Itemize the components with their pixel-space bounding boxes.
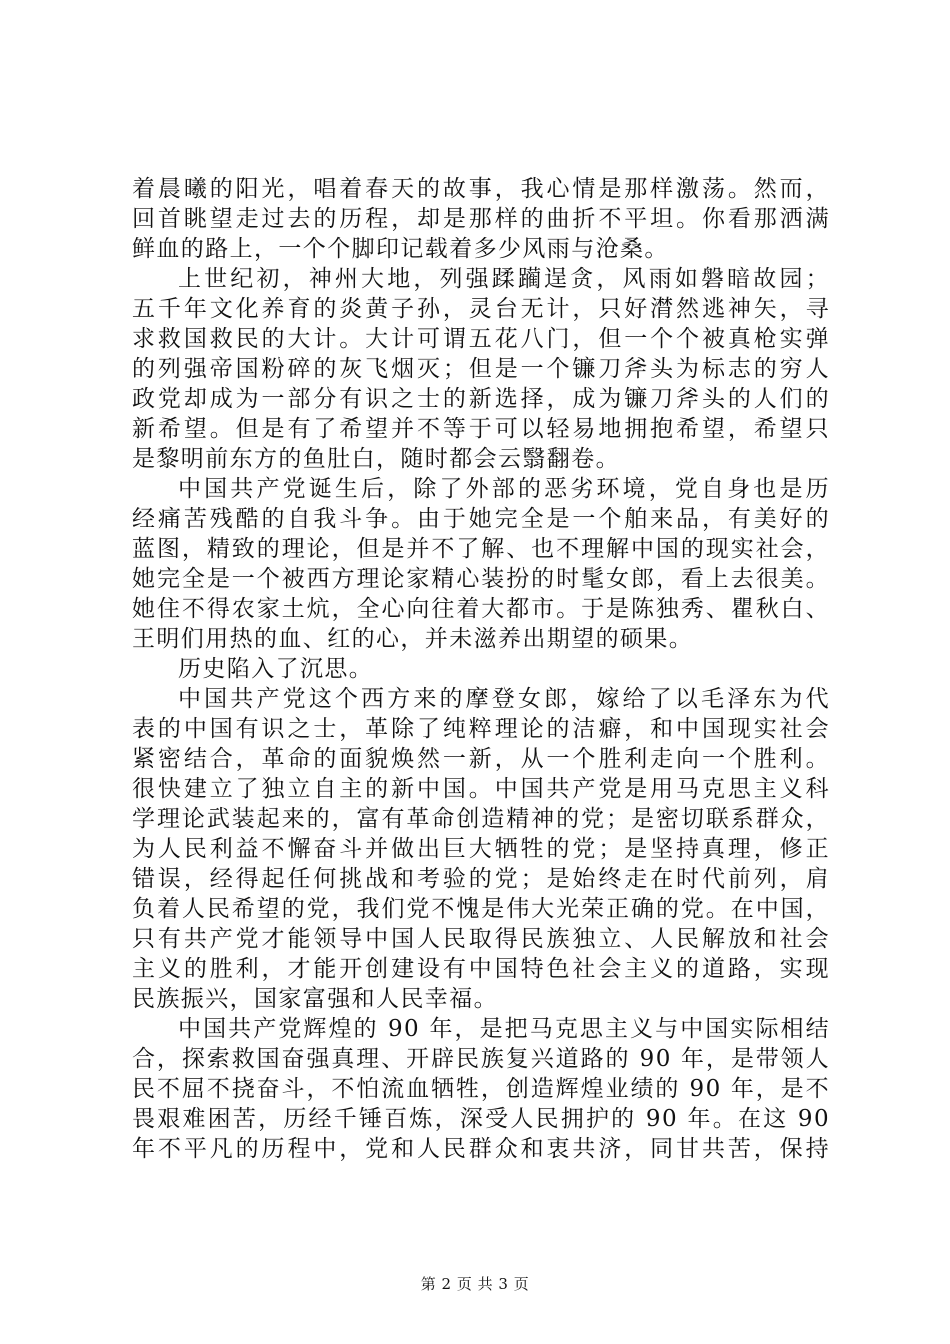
text-line: 紧密结合，革命的面貌焕然一新，从一个胜利走向一个胜利。 bbox=[132, 746, 830, 772]
text-line: 回首眺望走过去的历程，却是那样的曲折不平坦。你看那洒满 bbox=[132, 206, 830, 232]
text-line: 着晨曦的阳光，唱着春天的故事，我心情是那样激荡。然而， bbox=[132, 176, 830, 202]
text-line: 只有共产党才能领导中国人民取得民族独立、人民解放和社会 bbox=[132, 926, 830, 952]
text-line: 她完全是一个被西方理论家精心装扮的时髦女郎，看上去很美。 bbox=[132, 566, 830, 592]
text-line: 中国共产党这个西方来的摩登女郎，嫁给了以毛泽东为代 bbox=[178, 686, 830, 712]
text-line: 年不平凡的历程中，党和人民群众和衷共济，同甘共苦，保持 bbox=[132, 1136, 830, 1162]
text-line: 蓝图，精致的理论，但是并不了解、也不理解中国的现实社会， bbox=[132, 536, 830, 562]
text-line: 政党却成为一部分有识之士的新选择，成为镰刀斧头的人们的 bbox=[132, 386, 830, 412]
text-line: 合，探索救国奋强真理、开辟民族复兴道路的 90 年，是带领人 bbox=[132, 1046, 830, 1072]
text-line: 学理论武装起来的，富有革命创造精神的党；是密切联系群众， bbox=[132, 806, 830, 832]
text-line: 求救国救民的大计。大计可谓五花八门，但一个个被真枪实弹 bbox=[132, 326, 830, 352]
text-line: 上世纪初，神州大地，列强蹂躏逞贪，风雨如磐暗故园； bbox=[178, 266, 830, 292]
text-line: 民族振兴，国家富强和人民幸福。 bbox=[132, 986, 498, 1012]
text-line: 为人民利益不懈奋斗并做出巨大牺牲的党；是坚持真理，修正 bbox=[132, 836, 830, 862]
text-line: 表的中国有识之士，革除了纯粹理论的洁癖，和中国现实社会 bbox=[132, 716, 830, 742]
text-line: 很快建立了独立自主的新中国。中国共产党是用马克思主义科 bbox=[132, 776, 830, 802]
text-line: 经痛苦残酷的自我斗争。由于她完全是一个舶来品，有美好的 bbox=[132, 506, 830, 532]
text-line: 中国共产党辉煌的 90 年，是把马克思主义与中国实际相结 bbox=[178, 1016, 830, 1042]
text-line: 畏艰难困苦，历经千锤百炼，深受人民拥护的 90 年。在这 90 bbox=[132, 1106, 830, 1132]
body-text bbox=[132, 174, 830, 1164]
text-line: 她住不得农家土炕，全心向往着大都市。于是陈独秀、瞿秋白、 bbox=[132, 596, 830, 622]
text-line: 历史陷入了沉思。 bbox=[178, 656, 374, 682]
text-line: 负着人民希望的党，我们党不愧是伟大光荣正确的党。在中国， bbox=[132, 896, 830, 922]
text-line: 新希望。但是有了希望并不等于可以轻易地拥抱希望，希望只 bbox=[132, 416, 830, 442]
text-line: 主义的胜利，才能开创建设有中国特色社会主义的道路，实现 bbox=[132, 956, 830, 982]
text-line: 中国共产党诞生后，除了外部的恶劣环境，党自身也是历 bbox=[178, 476, 830, 502]
text-line: 鲜血的路上，一个个脚印记载着多少风雨与沧桑。 bbox=[132, 236, 669, 262]
text-line: 五千年文化养育的炎黄子孙，灵台无计，只好潸然逃神矢，寻 bbox=[132, 296, 830, 322]
text-line: 错误，经得起任何挑战和考验的党；是始终走在时代前列，肩 bbox=[132, 866, 830, 892]
text-line: 是黎明前东方的鱼肚白，随时都会云翳翻卷。 bbox=[132, 446, 620, 472]
text-line: 的列强帝国粉碎的灰飞烟灭；但是一个镰刀斧头为标志的穷人 bbox=[132, 356, 830, 382]
text-line: 王明们用热的血、红的心，并未滋养出期望的硕果。 bbox=[132, 626, 694, 652]
text-line: 民不屈不挠奋斗，不怕流血牺牲，创造辉煌业绩的 90 年，是不 bbox=[132, 1076, 830, 1102]
page-footer: 第 2 页 共 3 页 bbox=[420, 1275, 530, 1293]
